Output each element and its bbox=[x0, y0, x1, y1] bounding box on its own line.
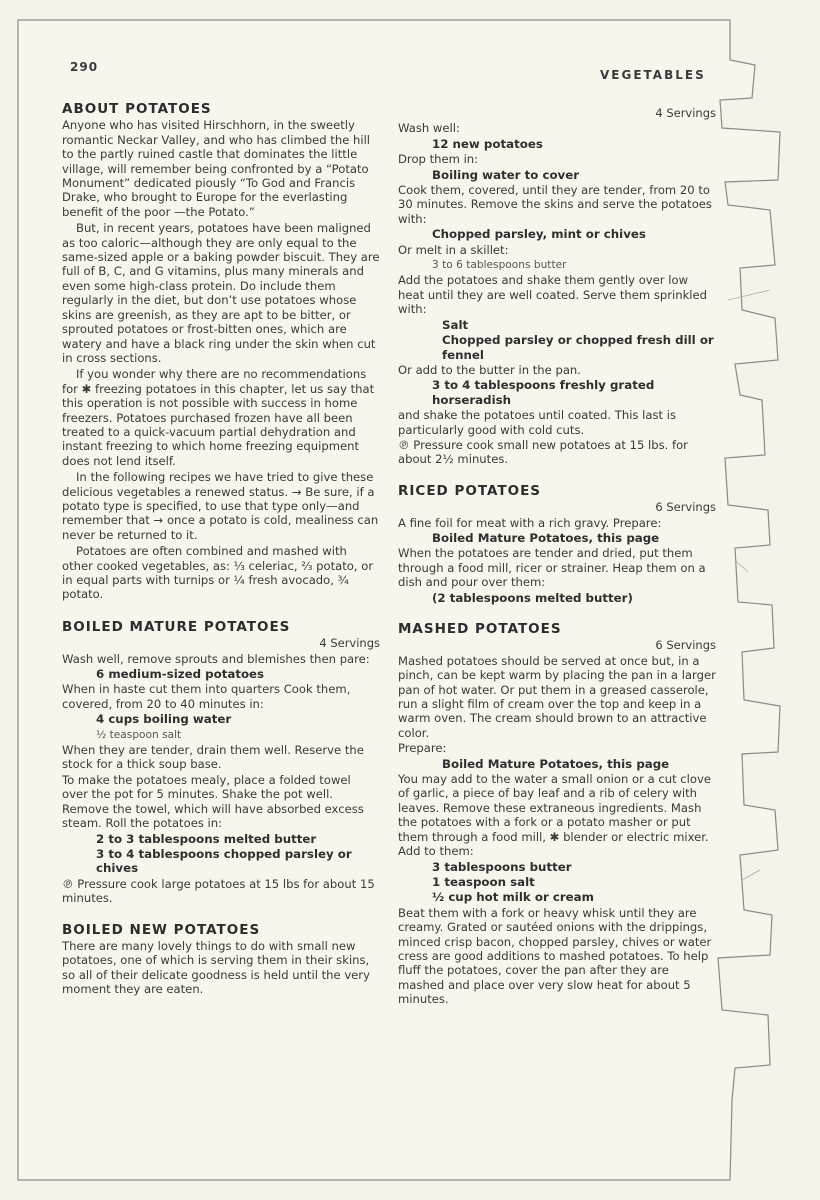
mashed-ingredient-1: Boiled Mature Potatoes, this page bbox=[442, 756, 670, 771]
boiled-mature-ingredient-2: 4 cups boiling water bbox=[96, 712, 232, 727]
about-paragraph-2: But, in recent years, potatoes have been maligned as too caloric—although they are only equal to the same-sized apple or a baking powder biscuit. They are full of B, C, and G vitamins, plus many minerals and even some high-class protein. Do include them regularly in the diet, but don’t use potatoes whose skins are greenish, as they are apt to be bitter, or sprouted potatoes or frost-bitten ones, which are watery and have a black ring under the skin when cut in cross sections. bbox=[62, 221, 380, 365]
mashed-ingredient-2: 3 tablespoons butter bbox=[432, 859, 572, 874]
boiled-mature-step-3: To make the potatoes mealy, place a folded towel over the pot for 5 minutes. Shake the pot well. Remove the towel, which will have absorbed excess steam. Roll the potatoes in: bbox=[62, 772, 364, 831]
about-paragraph-4: In the following recipes we have tried to give these delicious vegetables a renewed status. → Be sure, if a potato type is specified, to use that type only—and remember that → once a potato is cold, mealiness can never be returned to it. bbox=[62, 470, 379, 542]
mashed-step-2: Beat them with a fork or heavy whisk until they are creamy. Grated or sautéed onions with the drippings, minced crisp bacon, chopped parsley, chives or water cress are good additions to mashed potatoes. To help fluff the potatoes, cover the pan after they are mashed and place over very slow heat for about 5 minutes. bbox=[398, 905, 712, 1007]
riced-intro: A fine foil for meat with a rich gravy. Prepare: bbox=[398, 515, 662, 530]
boiled-mature-step-1: When in haste cut them into quarters Cook them, covered, from 20 to 40 minutes in: bbox=[62, 682, 351, 711]
boiled-new-ingredient-6: Chopped parsley or chopped fresh dill or fennel bbox=[442, 333, 714, 362]
boiled-new-step-2: Cook them, covered, until they are tender, from 20 to 30 minutes. Remove the skins and serve the potatoes with: bbox=[398, 183, 712, 226]
boiled-new-step-5: Or add to the butter in the pan. bbox=[398, 362, 581, 377]
boiled-new-pressure-note: ℗ Pressure cook small new potatoes at 15 lbs. for about 2½ minutes. bbox=[398, 437, 688, 467]
boiled-new-step-1: Drop them in: bbox=[398, 152, 479, 167]
boiled-new-ingredient-5: Salt bbox=[442, 317, 469, 332]
boiled-new-intro: There are many lovely things to do with small new potatoes, one of which is serving them in their skins, so all of their delicate goodness is held until the very moment they are eaten. bbox=[62, 938, 370, 997]
mashed-intro: Mashed potatoes should be served at once but, in a pinch, can be kept warm by placing the pan in a larger pan of hot water. Or put them in a greased casserole, run a slight film of cream over the top and keep in a warm oven. The cream should brown to an attractive color. bbox=[398, 653, 716, 740]
mashed-ingredient-4: ½ cup hot milk or cream bbox=[432, 890, 594, 905]
riced-servings: 6 Servings bbox=[655, 500, 716, 515]
riced-ingredient-1: Boiled Mature Potatoes, this page bbox=[432, 530, 660, 545]
riced-step-1: When the potatoes are tender and dried, put them through a food mill, ricer or strainer. Heap them on a dish and pour over them: bbox=[398, 546, 706, 590]
boiled-mature-ingredient-1: 6 medium-sized potatoes bbox=[96, 667, 265, 682]
boiled-new-servings: 4 Servings bbox=[655, 106, 716, 120]
about-paragraph-1: Anyone who has visited Hirschhorn, in the sweetly romantic Neckar Valley, and who has climbed the hill to the partly ruined castle that dominates the little village, will remember being confronted by a “Potato Monument” dedicated piously “To God and Francis Drake, who brought to Europe for the everlasting benefit of the poor —the Potato.” bbox=[62, 118, 371, 219]
boiled-new-step-4: Add the potatoes and shake them gently over low heat until they are well coated. Serve them sprinkled with: bbox=[398, 273, 708, 317]
boiled-mature-pressure-note: ℗ Pressure cook large potatoes at 15 lbs for about 15 minutes. bbox=[62, 876, 375, 906]
boiled-new-ingredient-4: 3 to 6 tablespoons butter bbox=[432, 259, 567, 272]
boiled-new-step-6: and shake the potatoes until coated. This last is particularly good with cold cuts. bbox=[398, 408, 677, 437]
boiled-mature-step-2: When they are tender, drain them well. Reserve the stock for a thick soup base. bbox=[62, 743, 364, 772]
boiled-mature-ingredient-5: 3 to 4 tablespoons chopped parsley or chives bbox=[96, 846, 352, 876]
mashed-title: MASHED POTATOES bbox=[398, 621, 562, 637]
boiled-mature-intro: Wash well, remove sprouts and blemishes then pare: bbox=[62, 651, 370, 666]
about-paragraph-5: Potatoes are often combined and mashed with other cooked vegetables, as: ⅓ celeriac, ⅔ potato, or in equal parts with turnips or ¼ fresh avocado, ¾ potato. bbox=[62, 544, 374, 602]
riced-title: RICED POTATOES bbox=[398, 482, 542, 499]
mashed-prepare: Prepare: bbox=[398, 741, 447, 756]
about-potatoes-title: ABOUT POTATOES bbox=[62, 101, 212, 117]
mashed-step-1: You may add to the water a small onion or a cut clove of garlic, a piece of bay leaf and a rib of celery with leaves. Remove these extraneous ingredients. Mash the potatoes with a fork or a potato masher or put them through a food mill, ✱ blender or electric mixer. Add to them: bbox=[398, 772, 711, 859]
boiled-new-title: BOILED NEW POTATOES bbox=[62, 921, 261, 938]
page-number: 290 bbox=[70, 60, 99, 74]
boiled-mature-title: BOILED MATURE POTATOES bbox=[62, 618, 291, 635]
boiled-new-ingredient-2: Boiling water to cover bbox=[432, 167, 580, 182]
boiled-mature-ingredient-3: ½ teaspoon salt bbox=[96, 728, 182, 741]
riced-ingredient-2: (2 tablespoons melted butter) bbox=[432, 590, 633, 605]
mashed-ingredient-3: 1 teaspoon salt bbox=[432, 874, 535, 889]
boiled-mature-servings: 4 Servings bbox=[319, 636, 380, 651]
boiled-new-step-0: Wash well: bbox=[398, 121, 460, 136]
boiled-new-step-3: Or melt in a skillet: bbox=[398, 242, 509, 257]
right-column bbox=[398, 106, 716, 1008]
left-column bbox=[62, 96, 380, 998]
boiled-mature-ingredient-4: 2 to 3 tablespoons melted butter bbox=[96, 831, 317, 846]
boiled-new-ingredient-7: 3 to 4 tablespoons freshly grated horseradish bbox=[432, 378, 655, 407]
boiled-new-ingredient-1: 12 new potatoes bbox=[432, 136, 543, 151]
boiled-new-ingredient-3: Chopped parsley, mint or chives bbox=[432, 227, 646, 242]
mashed-servings: 6 Servings bbox=[655, 638, 716, 653]
running-head: VEGETABLES bbox=[600, 68, 706, 82]
about-paragraph-3: If you wonder why there are no recommendations for ✱ freezing potatoes in this chapter, let us say that this operation is not possible with success in home freezers. Potatoes purchased frozen have all been treated to a quick-vacuum partial dehydration and instant freezing to which home freezing equipment does not lend itself. bbox=[62, 367, 375, 468]
